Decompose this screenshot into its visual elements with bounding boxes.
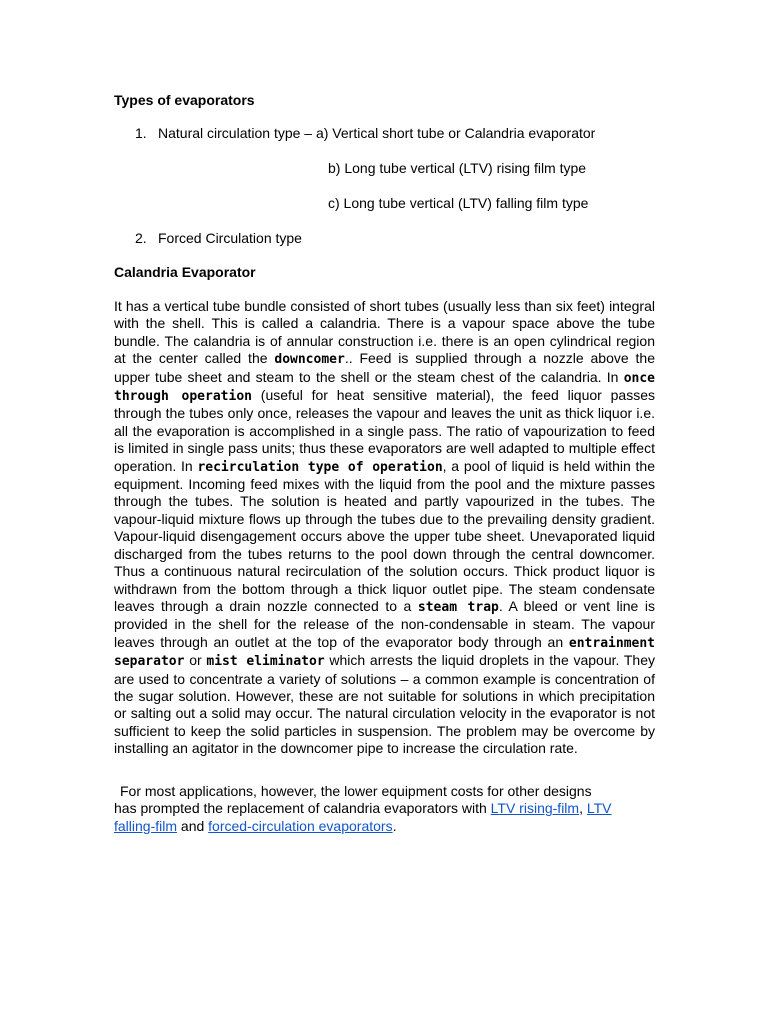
link-ltv-falling-film-part2[interactable]: falling-film bbox=[114, 817, 178, 834]
list-subitem-c: c) Long tube vertical (LTV) falling film type bbox=[328, 195, 589, 211]
para-text: , a pool of liquid is held within the equipment. Incoming feed mixes with the liquid from the pool and the mixture passes through the tubes. The solution is heated and partly vapourized in the tubes. The vapour-liquid mixture flows up through the tubes due to the prevailing density gradient. Vapour-liquid disengagement occurs above the upper tube sheet. Unevaporated liquid discharged from the tubes returns to the pool down through the central downcomer. Thus a continuous natural recirculation of the solution occurs. Thick product liquor is withdrawn from the bottom through a thick liquor outlet pipe. The steam condensate leaves through a drain nozzle connected to a bbox=[114, 457, 655, 614]
para-text: and bbox=[177, 817, 209, 834]
list-item-forced-circulation: Forced Circulation type bbox=[158, 230, 302, 246]
para-text: , bbox=[579, 800, 587, 817]
para-text: which arrests the liquid droplets in the vapour. They are used to concentrate a variety of solutions – a common example is concentration of the sugar solution. However, these are not suitable for solutions in which precipitation or salting out a solid may occur. The natural circulation velocity in the evaporator is not sufficient to keep the solid particles in suspension. The problem may be overcome by installing an agitator in the downcomer pipe to increase the circulation rate. bbox=[114, 652, 656, 757]
list-number-1: 1. bbox=[135, 125, 147, 141]
body-paragraph-applications bbox=[114, 783, 655, 835]
link-forced-circulation-evaporators[interactable]: forced-circulation evaporators bbox=[208, 817, 393, 834]
heading-calandria-evaporator: Calandria Evaporator bbox=[114, 264, 256, 280]
term-downcomer: downcomer bbox=[274, 352, 345, 368]
para-text: . bbox=[392, 817, 397, 834]
term-once-through-operation: once through operation bbox=[114, 370, 655, 405]
term-steam-trap: steam trap bbox=[417, 599, 499, 615]
list-subitem-b: b) Long tube vertical (LTV) rising film type bbox=[328, 160, 587, 176]
link-ltv-rising-film[interactable]: LTV rising-film bbox=[490, 800, 580, 817]
body-paragraph-calandria bbox=[114, 298, 655, 758]
term-mist-eliminator: mist eliminator bbox=[206, 654, 325, 670]
list-number-2: 2. bbox=[135, 230, 147, 246]
link-ltv-falling-film-part1[interactable]: LTV bbox=[586, 800, 612, 817]
para-text: or bbox=[184, 652, 207, 669]
para-text: (useful for heat sensitive material), the feed liquor passes through the tubes only once, releases the vapour and leaves the unit as thick liquor i.e. all the evaporation is accomplished in a single pass. The ratio of vapourization to feed is limited in single pass units; thus these evaporators are well adapted to multiple effect operation. In bbox=[114, 387, 655, 474]
para-text: It has a vertical tube bundle consisted of short tubes (usually less than six feet) integral with the shell. This is called a calandria. There is a vapour space above the tube bundle. The calandria is of annular construction i.e. there is an open cylindrical region at the center called the bbox=[114, 298, 655, 367]
para-text: . A bleed or vent line is provided in the shell for the release of the non-condensable in steam. The vapour leaves through an outlet at the top of the evaporator body through an bbox=[114, 597, 655, 650]
heading-types-of-evaporators: Types of evaporators bbox=[114, 92, 255, 108]
para-text: For most applications, however, the lower equipment costs for other designs bbox=[120, 783, 592, 799]
term-entrainment-separator: entrainment separator bbox=[114, 635, 655, 670]
para-text: .. Feed is supplied through a nozzle above the upper tube sheet and steam to the shell or the steam chest of the calandria. In bbox=[114, 350, 655, 385]
term-recirculation-type: recirculation type of operation bbox=[197, 459, 443, 475]
list-item-natural-circulation: Natural circulation type – a) Vertical short tube or Calandria evaporator bbox=[158, 125, 596, 141]
para-text: has prompted the replacement of calandria evaporators with bbox=[114, 800, 491, 817]
